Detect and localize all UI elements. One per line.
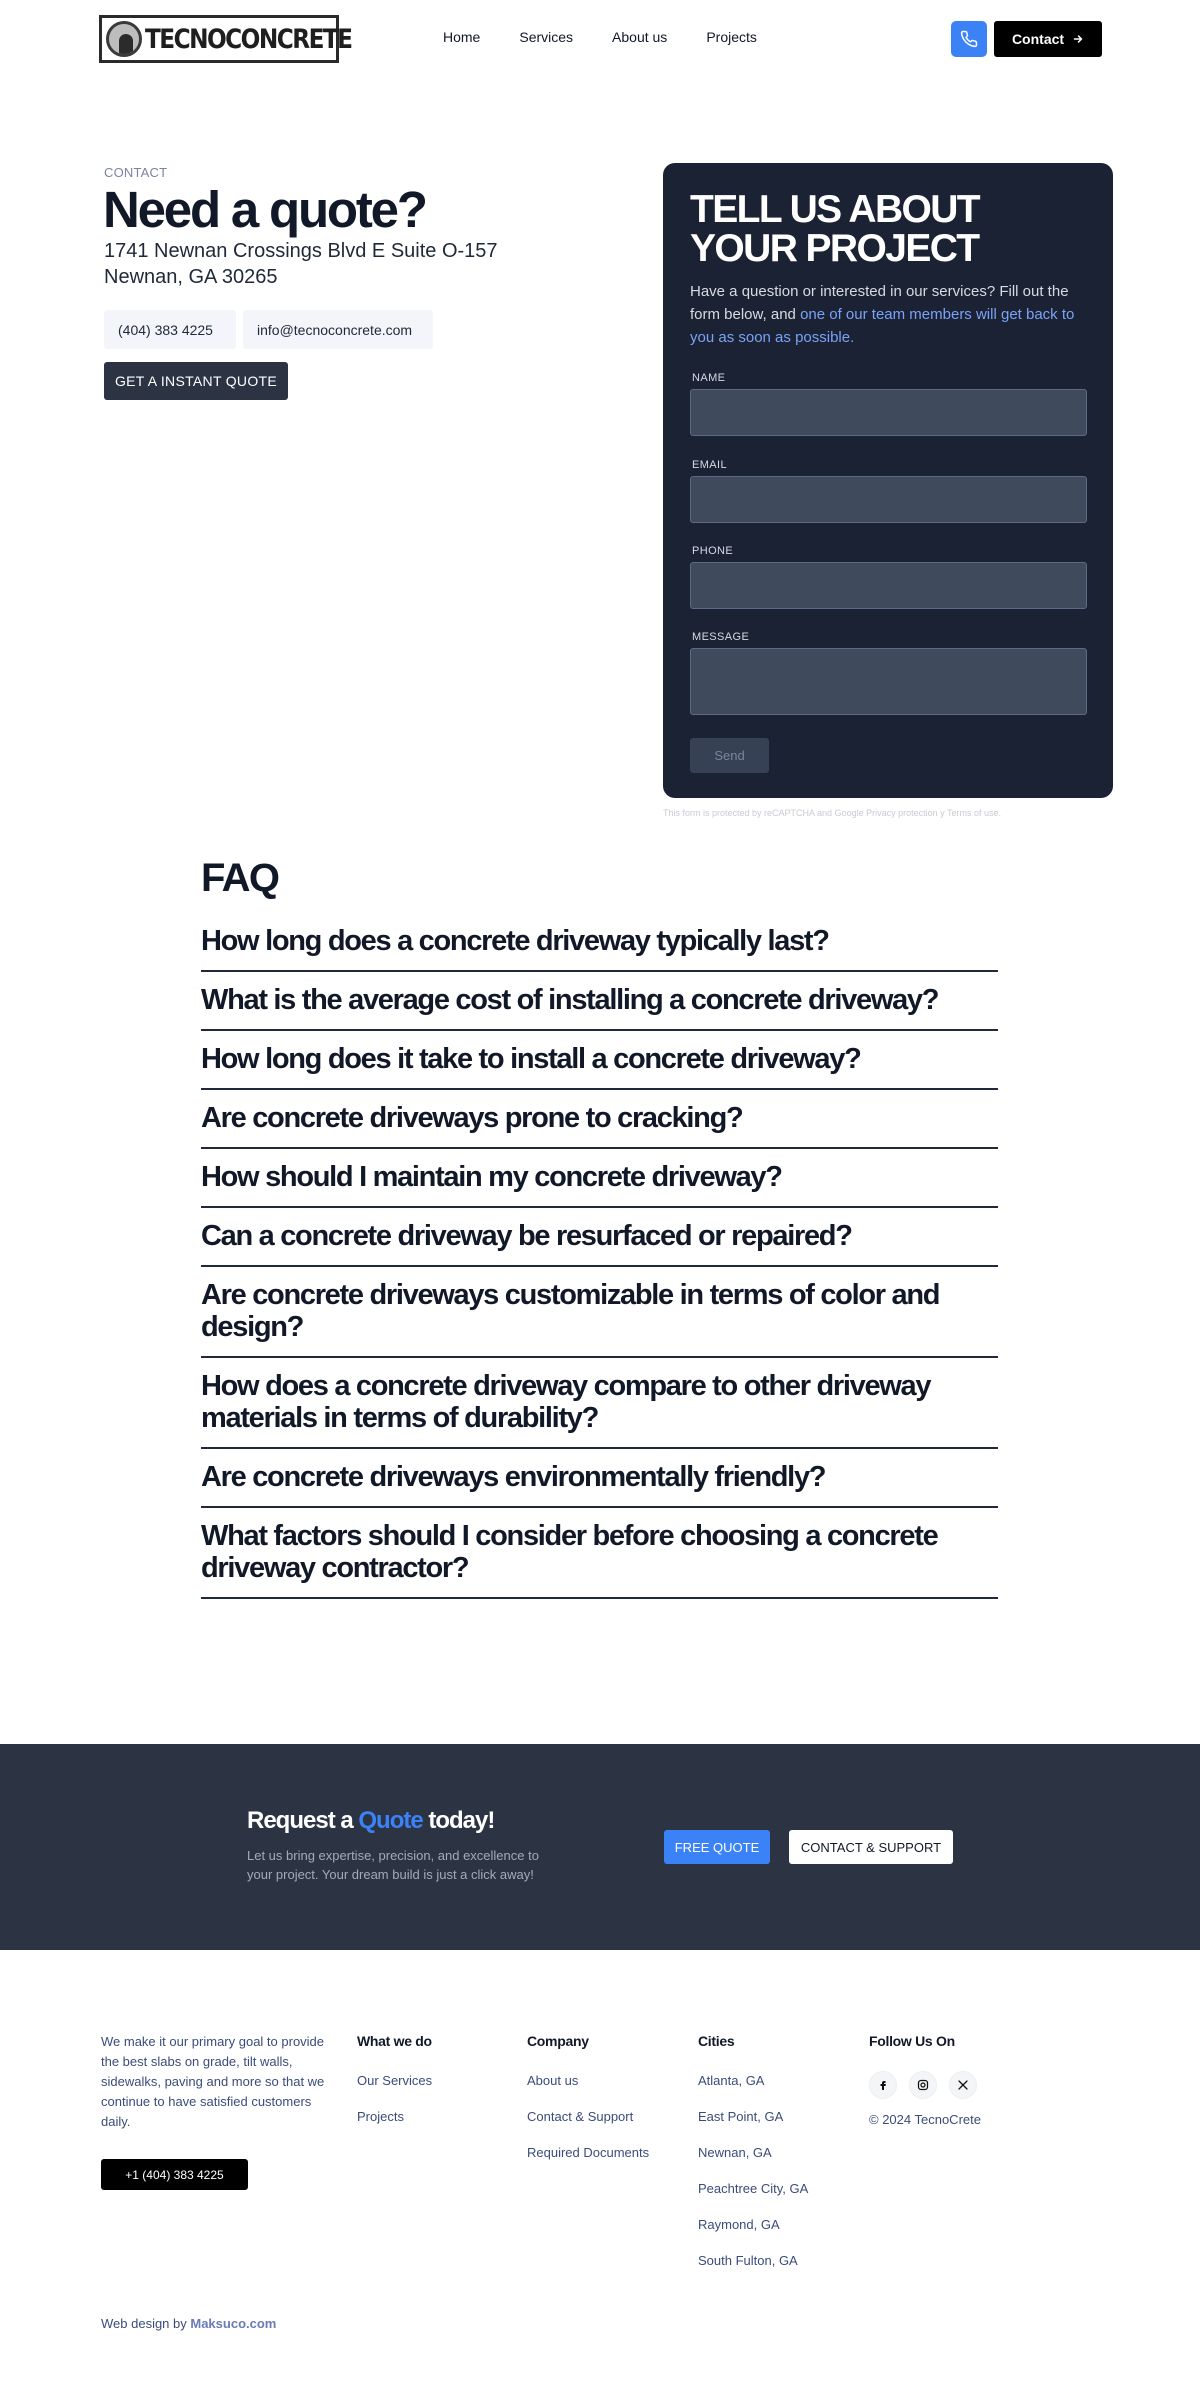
- form-title: TELL US ABOUT YOUR PROJECT: [690, 188, 980, 270]
- free-quote-button[interactable]: FREE QUOTE: [664, 1830, 770, 1864]
- site-header: [0, 0, 1200, 78]
- faq-heading: FAQ: [201, 856, 279, 900]
- web-design-prefix: Web design by: [101, 2316, 191, 2331]
- email-chip[interactable]: info@tecnoconcrete.com: [243, 310, 433, 349]
- footer-col-title: Follow Us On: [869, 2033, 955, 2049]
- hero-title: Need a quote?: [103, 181, 426, 238]
- form-description-text: Have a question or interested in our services? Fill out the form below, and: [690, 283, 1069, 323]
- nav-projects[interactable]: Projects: [706, 29, 757, 45]
- contact-support-button[interactable]: CONTACT & SUPPORT: [789, 1830, 953, 1864]
- footer-link-our-services[interactable]: Our Services: [357, 2073, 433, 2088]
- name-input[interactable]: [690, 389, 1087, 436]
- nav-services[interactable]: Services: [519, 29, 574, 45]
- phone-label: PHONE: [692, 545, 734, 557]
- footer-link-contact-support[interactable]: Contact & Support: [527, 2109, 634, 2124]
- faq-item[interactable]: Are concrete driveways prone to cracking?: [201, 1090, 998, 1149]
- footer-phone-button[interactable]: +1 (404) 383 4225: [101, 2159, 248, 2190]
- cta-band: [0, 1744, 1200, 1950]
- cta-subtitle: Let us bring expertise, precision, and excellence to your project. Your dream build is just a click away!: [247, 1848, 539, 1882]
- phone-input[interactable]: [690, 562, 1087, 609]
- hero-eyebrow: CONTACT: [104, 165, 168, 180]
- nav-home[interactable]: Home: [443, 29, 481, 45]
- message-textarea[interactable]: [690, 648, 1087, 715]
- form-description-accent: one of our team members will get back to you as soon as possible.: [690, 306, 1075, 346]
- footer-link-about-us[interactable]: About us: [527, 2073, 579, 2088]
- footer-col-cities: [698, 2033, 808, 2289]
- facebook-icon[interactable]: [869, 2071, 897, 2099]
- footer-col-what-we-do: [357, 2033, 432, 2145]
- main-nav: [443, 29, 796, 45]
- footer-link-city[interactable]: Atlanta, GA: [698, 2073, 765, 2088]
- faq-list: [201, 913, 998, 1599]
- form-description: [690, 280, 1090, 349]
- contact-button[interactable]: [994, 21, 1102, 57]
- footer-link-city[interactable]: East Point, GA: [698, 2109, 784, 2124]
- instant-quote-button[interactable]: GET A INSTANT QUOTE: [104, 362, 288, 400]
- faq-item[interactable]: How should I maintain my concrete driveway?: [201, 1149, 998, 1208]
- footer-col-title: Company: [527, 2033, 589, 2049]
- faq-item[interactable]: How long does a concrete driveway typically last?: [201, 913, 998, 972]
- logo[interactable]: [99, 15, 352, 63]
- web-design-credit: [101, 2316, 276, 2331]
- address-line-1: 1741 Newnan Crossings Blvd E Suite O-157: [104, 240, 498, 262]
- faq-item[interactable]: Can a concrete driveway be resurfaced or repaired?: [201, 1208, 998, 1267]
- nav-about-us[interactable]: About us: [612, 29, 668, 45]
- faq-item[interactable]: What is the average cost of installing a concrete driveway?: [201, 972, 998, 1031]
- footer-link-city[interactable]: Peachtree City, GA: [698, 2181, 809, 2196]
- footer-col-follow: [869, 2033, 981, 2127]
- faq-item[interactable]: Are concrete driveways environmentally friendly?: [201, 1449, 998, 1508]
- email-input[interactable]: [690, 476, 1087, 523]
- footer-about-text: We make it our primary goal to provide the best slabs on grade, tilt walls, sidewalks, paving and more so that we continue to have satisfied customers daily.: [101, 2034, 325, 2129]
- footer-col-company: [527, 2033, 649, 2181]
- phone-chip[interactable]: (404) 383 4225: [104, 310, 236, 349]
- copyright: © 2024 TecnoCrete: [869, 2112, 981, 2127]
- phone-icon: [960, 30, 978, 48]
- email-label: EMAIL: [692, 459, 728, 471]
- cta-title-pre: Request a: [247, 1807, 359, 1834]
- cta-title-post: today!: [422, 1807, 495, 1834]
- recaptcha-notice: This form is protected by reCAPTCHA and Google Privacy protection y Terms of use.: [663, 808, 1001, 818]
- footer-link-required-documents[interactable]: Required Documents: [527, 2145, 650, 2160]
- address-line-2: Newnan, GA 30265: [104, 266, 278, 288]
- contact-form-card: [663, 163, 1113, 798]
- contact-button-label: Contact: [1011, 31, 1065, 47]
- cta-title: [247, 1807, 494, 1835]
- phone-button[interactable]: [951, 21, 987, 57]
- footer-link-city[interactable]: Raymond, GA: [698, 2217, 780, 2232]
- logo-mark-icon: [106, 21, 142, 57]
- footer-col-title: What we do: [357, 2033, 432, 2049]
- faq-item[interactable]: How does a concrete driveway compare to other driveway materials in terms of durability?: [201, 1358, 998, 1449]
- footer-link-projects[interactable]: Projects: [357, 2109, 404, 2124]
- social-links: [869, 2071, 981, 2099]
- faq-item[interactable]: What factors should I consider before choosing a concrete driveway contractor?: [201, 1508, 998, 1599]
- logo-text: TECNOCONCRETE: [145, 23, 352, 55]
- message-label: MESSAGE: [692, 631, 750, 643]
- footer-link-city[interactable]: South Fulton, GA: [698, 2253, 798, 2268]
- faq-item[interactable]: How long does it take to install a concrete driveway?: [201, 1031, 998, 1090]
- x-icon[interactable]: [949, 2071, 977, 2099]
- footer-link-city[interactable]: Newnan, GA: [698, 2145, 772, 2160]
- arrow-right-icon: [1072, 33, 1084, 45]
- footer-col-title: Cities: [698, 2033, 735, 2049]
- cta-title-accent: Quote: [358, 1807, 423, 1834]
- faq-item[interactable]: Are concrete driveways customizable in terms of color and design?: [201, 1267, 998, 1358]
- name-label: NAME: [692, 372, 726, 384]
- send-button[interactable]: Send: [690, 738, 769, 773]
- instagram-icon[interactable]: [909, 2071, 937, 2099]
- web-design-brand-link[interactable]: Maksuco.com: [190, 2316, 277, 2331]
